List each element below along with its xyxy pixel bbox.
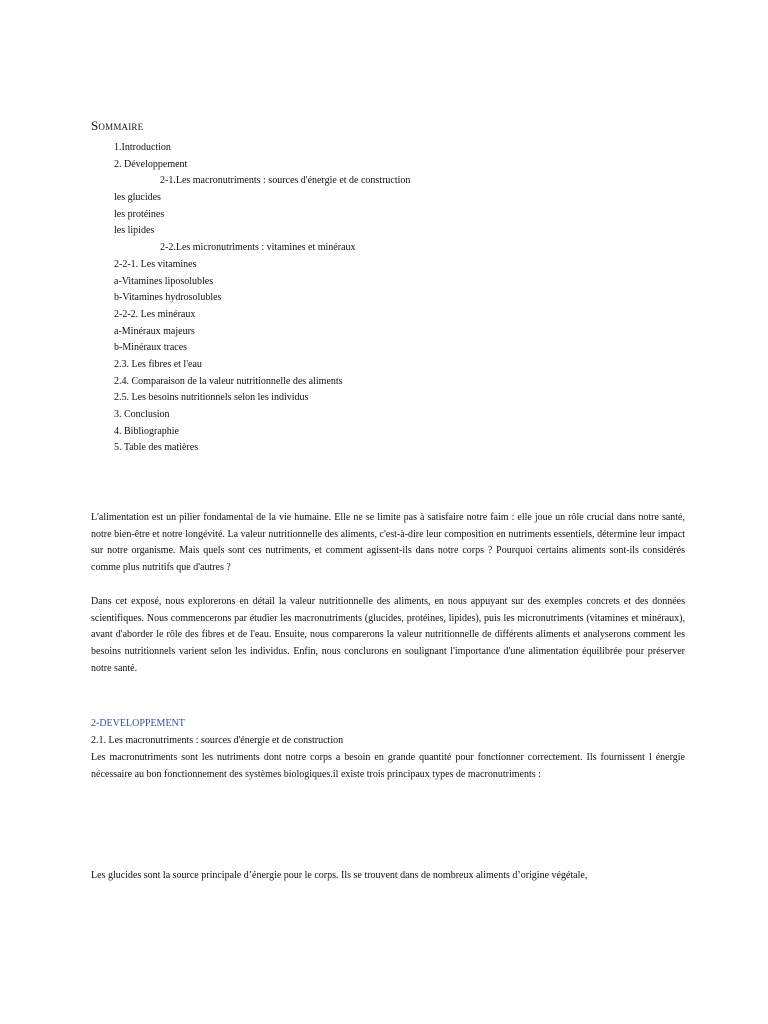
toc-item: 2.3. Les fibres et l'eau — [114, 358, 202, 370]
summary-title: Sommaire — [91, 118, 144, 133]
toc-item: 4. Bibliographie — [114, 425, 179, 437]
toc-item: b-Vitamines hydrosolubles — [114, 292, 222, 304]
section-heading: 2-DEVELOPPEMENT — [91, 718, 185, 729]
toc-item: les lipides — [114, 225, 155, 237]
table-of-contents — [0, 140, 410, 457]
intro-paragraph-2: Dans cet exposé, nous explorerons en détail la valeur nutritionnelle des aliments, en nous appuyant sur des exemples concrets et des données scientifiques. Nous commencerons par étudier les macronutriments (glucides, protéines, lipides), puis les micronutriments (vitamines et minéraux), avant d'aborder le rôle des fibres et de l'eau. Ensuite, nous comparerons la valeur nutritionnelle de différents aliments et analyserons comment les besoins nutritionnels varient selon les individus. Enfin, nous conclurons en soulignant l'importance d'une alimentation équilibrée pour préserver notre santé. — [91, 596, 685, 674]
toc-item: a-Minéraux majeurs — [114, 325, 195, 337]
toc-item: 2-2.Les micronutriments : vitamines et minéraux — [160, 242, 356, 254]
toc-item: les protéines — [114, 208, 165, 220]
toc-item: 5. Table des matières — [114, 442, 199, 454]
toc-item: b-Minéraux traces — [114, 342, 188, 354]
toc-item: 2.5. Les besoins nutritionnels selon les individus — [114, 392, 309, 404]
toc-item: les glucides — [114, 192, 161, 204]
toc-item: 2.4. Comparaison de la valeur nutritionnelle des aliments — [114, 375, 343, 387]
toc-item: 2-2-2. Les minéraux — [114, 308, 196, 320]
glucides-paragraph: Les glucides sont la source principale d’énergie pour le corps. Ils se trouvent dans de nombreux aliments d’origine végétale, — [91, 870, 588, 881]
subsection-heading: 2.1. Les macronutriments : sources d'énergie et de construction — [91, 735, 344, 746]
toc-item: 1.Introduction — [114, 142, 171, 153]
intro-paragraph-1: L'alimentation est un pilier fondamental de la vie humaine. Elle ne se limite pas à satisfaire notre faim : elle joue un rôle crucial dans notre santé, notre bien-être et notre longévité. La valeur nutritionnelle des aliments, c'est-à-dire leur composition en nutriments essentiels, détermine leur impact sur notre organisme. Mais quels sont ces nutriments, et comment agissent-ils dans notre corps ? Pourquoi certains aliments sont-ils considérés comme plus nutritifs que d'autres ? — [91, 512, 685, 574]
macronutrients-paragraph: Les macronutriments sont les nutriments dont notre corps a besoin en grande quantité pour fonctionner correctement. Ils fournissent l énergie nécessaire au bon fonctionnement des systèmes biologiques.il existe trois principaux types de macronutriments : — [91, 752, 685, 780]
toc-item: 2-1.Les macronutriments : sources d'énergie et de construction — [160, 175, 411, 187]
toc-item: a-Vitamines liposolubles — [114, 275, 214, 287]
toc-item: 3. Conclusion — [114, 409, 170, 420]
toc-item: 2. Développement — [114, 158, 188, 170]
toc-item: 2-2-1. Les vitamines — [114, 258, 197, 270]
